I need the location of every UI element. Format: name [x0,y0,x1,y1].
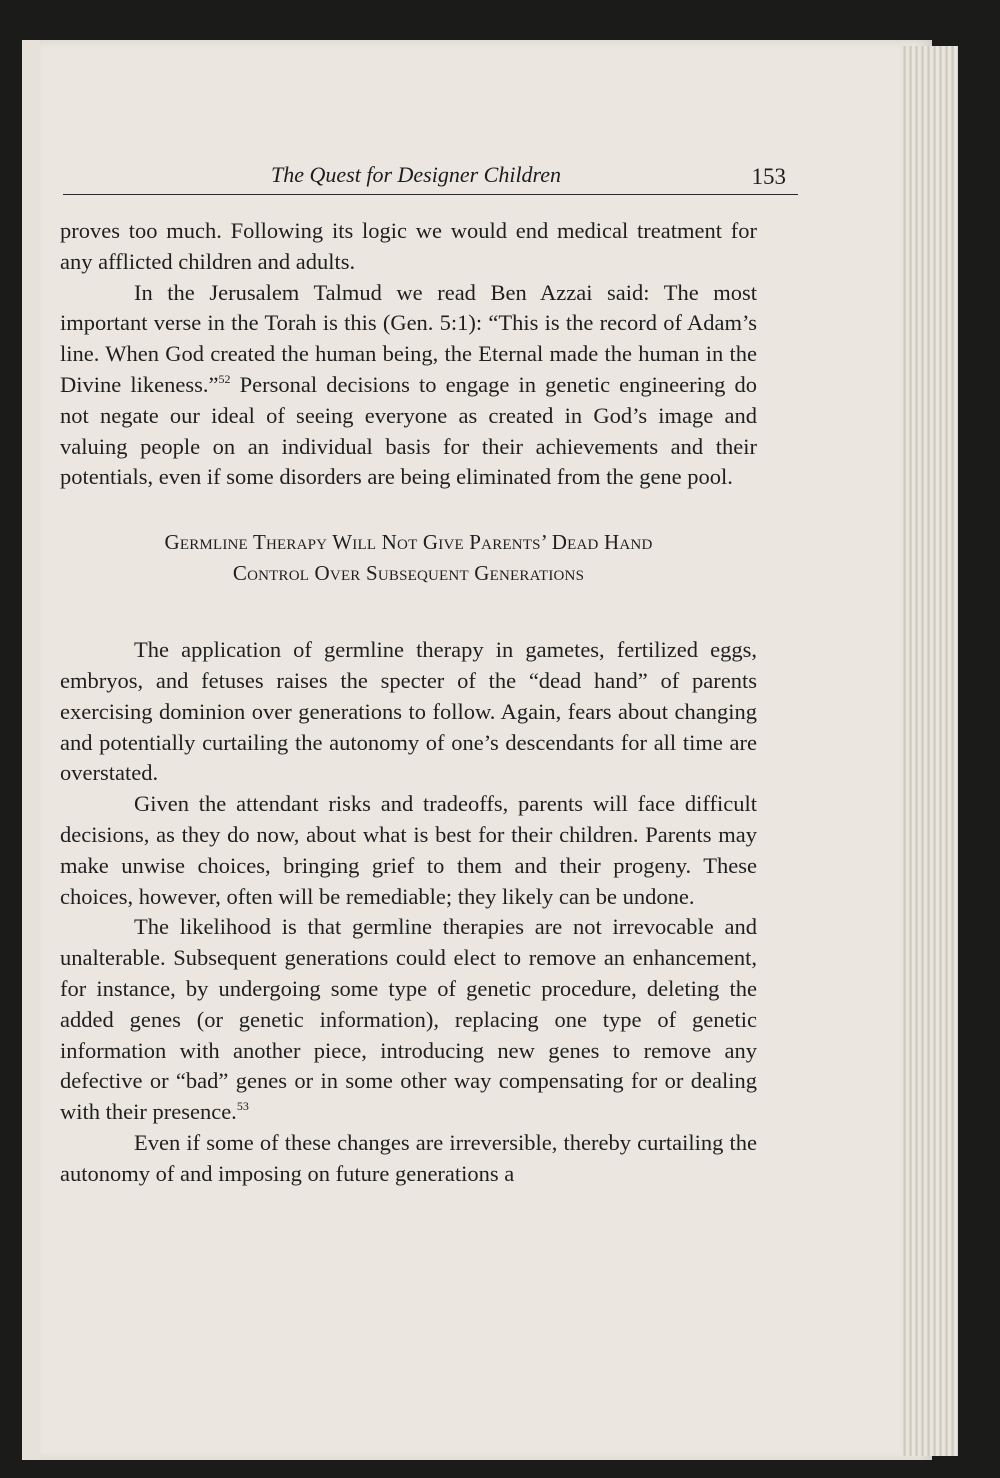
paragraph-6: Even if some of these changes are irreversible, thereby curtailing the autonomy of and imposing on future generations a [60,1129,757,1186]
page-number: 153 [751,164,786,189]
footnote-marker-52: 52 [218,371,231,386]
paragraph-5-text: The likelihood is that germline therapies are not irrevocable and unalterable. Subsequent generations could elect to remove an enhancement, for instance, by undergoing some type of genetic procedure, deleting the added genes (or genetic information), replacing one type of genetic information with another piece, introducing new genes to remove any defective or “bad” genes or in some other way compensating for or dealing with their presence. [60,914,757,1125]
page-stack-edge [900,46,958,1456]
section-heading-line-2: Control Over Subsequent Generations [232,561,585,586]
paragraph-2 [60,278,757,494]
paragraph-5 [60,912,757,1128]
paragraph-2-text: In the Jerusalem Talmud we read Ben Azzai said: The most important verse in the Torah is this (Gen. 5:1): “This is the record of Adam’s line. When God created the human being, the Eternal made the human in the Divine likeness.” [60,279,757,397]
body-text [60,216,757,1190]
paragraph-2-continuation: Personal decisions to engage in genetic engineering do not negate our ideal of seeing everyone as created in God’s image and valuing people on an individual basis for their achievements and their potentials, even if some disorders are being eliminated from the gene pool. [60,371,758,490]
section-heading-line-1: Germline Therapy Will Not Give Parents’ Dead Hand [164,530,653,555]
running-header [63,160,798,195]
paragraph-1: proves too much. Following its logic we would end medical treatment for any afflicted children and adults. [60,218,757,274]
paragraph-3: The application of germline therapy in gametes, fertilized eggs, embryos, and fetuses raises the specter of the “dead hand” of parents exercising dominion over generations to follow. Again, fears about changing and potentially curtailing the autonomy of one’s descendants for all time are overstated. [60,637,757,786]
running-title: The Quest for Designer Children [271,162,562,187]
paragraph-4: Given the attendant risks and tradeoffs, parents will face difficult decisions, as they do now, about what is best for their children. Parents may make unwise choices, bringing grief to them and their progeny. These choices, however, often will be remediable; they likely can be undone. [60,791,757,909]
footnote-marker-53: 53 [236,1099,249,1114]
section-heading [60,527,757,589]
